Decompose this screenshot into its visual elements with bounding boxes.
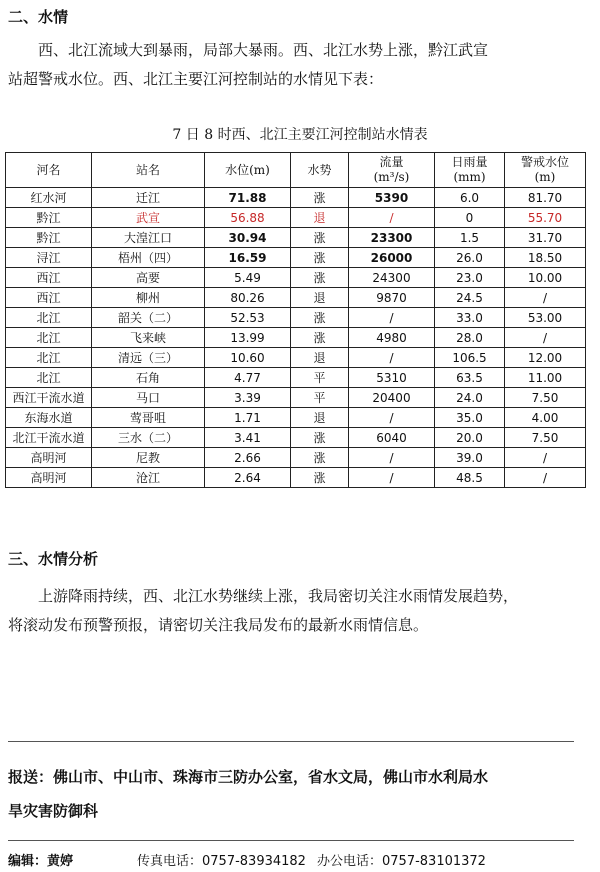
col-header-warn-label: 警戒水位: [520, 155, 569, 169]
cell-station: 武宣: [92, 208, 205, 228]
cell-level: 4.77: [205, 368, 291, 388]
table-row: [6, 468, 586, 488]
table-row: [6, 368, 586, 388]
report-to-block: [8, 760, 583, 828]
cell-rain: 28.0: [435, 328, 505, 348]
office-phone: 办公电话：0757-83101372: [317, 854, 486, 869]
cell-river: 黔江: [6, 208, 92, 228]
col-header-river: 河名: [6, 153, 92, 188]
cell-river: 高明河: [6, 468, 92, 488]
water-situation-paragraph: [8, 36, 583, 94]
cell-river: 北江: [6, 328, 92, 348]
cell-rain: 63.5: [435, 368, 505, 388]
cell-trend: 涨: [291, 248, 349, 268]
cell-station: 三水（二）: [92, 428, 205, 448]
table-row: [6, 348, 586, 368]
cell-rain: 35.0: [435, 408, 505, 428]
cell-river: 高明河: [6, 448, 92, 468]
cell-rain: 20.0: [435, 428, 505, 448]
cell-level: 2.64: [205, 468, 291, 488]
cell-warn: /: [505, 288, 586, 308]
cell-warn: 7.50: [505, 428, 586, 448]
divider-line: [8, 741, 574, 742]
cell-river: 红水河: [6, 188, 92, 208]
cell-trend: 退: [291, 208, 349, 228]
cell-level: 71.88: [205, 188, 291, 208]
cell-rain: 23.0: [435, 268, 505, 288]
cell-station: 飞来峡: [92, 328, 205, 348]
cell-level: 2.66: [205, 448, 291, 468]
cell-warn: 11.00: [505, 368, 586, 388]
cell-flow: 5390: [349, 188, 435, 208]
water-situation-table: [5, 152, 586, 488]
cell-warn: 12.00: [505, 348, 586, 368]
table-row: [6, 308, 586, 328]
cell-trend: 平: [291, 388, 349, 408]
cell-river: 北江: [6, 368, 92, 388]
cell-station: 沧江: [92, 468, 205, 488]
col-header-flow-label: 流量: [379, 155, 404, 169]
editor: 编辑：黄婷: [8, 854, 74, 869]
cell-river: 北江: [6, 348, 92, 368]
col-header-rain: [435, 153, 505, 188]
para-line: 上游降雨持续，西、北江水势继续上涨，我局密切关注水雨情发展趋势，: [38, 587, 519, 605]
cell-warn: 7.50: [505, 388, 586, 408]
cell-level: 3.39: [205, 388, 291, 408]
cell-trend: 涨: [291, 468, 349, 488]
table-row: [6, 288, 586, 308]
cell-rain: 26.0: [435, 248, 505, 268]
cell-station: 梧州（四）: [92, 248, 205, 268]
cell-level: 52.53: [205, 308, 291, 328]
cell-station: 韶关（二）: [92, 308, 205, 328]
cell-rain: 1.5: [435, 228, 505, 248]
table-row: [6, 328, 586, 348]
col-header-flow-unit: (m³/s): [373, 170, 410, 184]
cell-rain: 0: [435, 208, 505, 228]
cell-station: 尼教: [92, 448, 205, 468]
fax-phone: 传真电话：0757-83934182: [137, 854, 306, 869]
cell-rain: 106.5: [435, 348, 505, 368]
cell-trend: 涨: [291, 328, 349, 348]
cell-level: 80.26: [205, 288, 291, 308]
cell-flow: 4980: [349, 328, 435, 348]
table-row: [6, 408, 586, 428]
cell-flow: 20400: [349, 388, 435, 408]
table-header-row: [6, 153, 586, 188]
cell-warn: 53.00: [505, 308, 586, 328]
cell-flow: /: [349, 308, 435, 328]
col-header-warn-unit: (m): [534, 170, 556, 184]
cell-level: 5.49: [205, 268, 291, 288]
cell-trend: 涨: [291, 428, 349, 448]
cell-level: 10.60: [205, 348, 291, 368]
table-row: [6, 448, 586, 468]
cell-station: 大湟江口: [92, 228, 205, 248]
cell-station: 莺哥咀: [92, 408, 205, 428]
cell-warn: /: [505, 328, 586, 348]
cell-trend: 涨: [291, 188, 349, 208]
cell-trend: 涨: [291, 268, 349, 288]
cell-warn: 55.70: [505, 208, 586, 228]
cell-level: 56.88: [205, 208, 291, 228]
cell-trend: 平: [291, 368, 349, 388]
cell-flow: 5310: [349, 368, 435, 388]
col-header-station: 站名: [92, 153, 205, 188]
col-header-warn: [505, 153, 586, 188]
cell-station: 石角: [92, 368, 205, 388]
cell-trend: 退: [291, 348, 349, 368]
cell-trend: 退: [291, 408, 349, 428]
cell-flow: /: [349, 448, 435, 468]
cell-river: 东海水道: [6, 408, 92, 428]
para-line: 站超警戒水位。西、北江主要江河控制站的水情见下表：: [8, 70, 384, 88]
cell-flow: /: [349, 348, 435, 368]
cell-level: 16.59: [205, 248, 291, 268]
cell-river: 西江干流水道: [6, 388, 92, 408]
cell-flow: 26000: [349, 248, 435, 268]
cell-warn: 18.50: [505, 248, 586, 268]
cell-warn: 10.00: [505, 268, 586, 288]
cell-flow: 23300: [349, 228, 435, 248]
cell-trend: 涨: [291, 308, 349, 328]
cell-warn: 81.70: [505, 188, 586, 208]
cell-flow: /: [349, 408, 435, 428]
cell-flow: /: [349, 468, 435, 488]
cell-station: 柳州: [92, 288, 205, 308]
table-row: [6, 248, 586, 268]
section-heading-analysis: 三、水情分析: [8, 550, 99, 568]
cell-trend: 涨: [291, 228, 349, 248]
cell-trend: 涨: [291, 448, 349, 468]
cell-level: 30.94: [205, 228, 291, 248]
table-caption: 7 日 8 时西、北江主要江河控制站水情表: [172, 127, 428, 143]
cell-station: 高要: [92, 268, 205, 288]
table-row: [6, 188, 586, 208]
cell-warn: 4.00: [505, 408, 586, 428]
col-header-rain-unit: (mm): [453, 170, 486, 184]
cell-flow: /: [349, 208, 435, 228]
cell-flow: 6040: [349, 428, 435, 448]
analysis-paragraph: [8, 582, 583, 640]
cell-rain: 24.5: [435, 288, 505, 308]
cell-river: 西江: [6, 288, 92, 308]
cell-warn: 31.70: [505, 228, 586, 248]
cell-station: 清远（三）: [92, 348, 205, 368]
cell-flow: 24300: [349, 268, 435, 288]
para-line: 将滚动发布预警预报，请密切关注我局发布的最新水雨情信息。: [8, 616, 429, 634]
table-row: [6, 388, 586, 408]
cell-rain: 39.0: [435, 448, 505, 468]
cell-level: 1.71: [205, 408, 291, 428]
section-heading-water-situation: 二、水情: [8, 8, 69, 26]
cell-river: 北江: [6, 308, 92, 328]
cell-river: 黔江: [6, 228, 92, 248]
report-line: 报送：佛山市、中山市、珠海市三防办公室，省水文局，佛山市水利局水: [8, 768, 489, 786]
table-row: [6, 268, 586, 288]
table-row: [6, 428, 586, 448]
cell-station: 马口: [92, 388, 205, 408]
cell-warn: /: [505, 448, 586, 468]
col-header-trend: 水势: [291, 153, 349, 188]
para-line: 西、北江流域大到暴雨，局部大暴雨。西、北江水势上涨，黔江武宣: [38, 41, 489, 59]
cell-rain: 33.0: [435, 308, 505, 328]
cell-level: 3.41: [205, 428, 291, 448]
cell-trend: 退: [291, 288, 349, 308]
cell-rain: 6.0: [435, 188, 505, 208]
table-row-alert: [6, 208, 586, 228]
cell-warn: /: [505, 468, 586, 488]
report-line: 旱灾害防御科: [8, 802, 99, 820]
col-header-level: 水位(m): [205, 153, 291, 188]
cell-station: 迁江: [92, 188, 205, 208]
cell-flow: 9870: [349, 288, 435, 308]
col-header-rain-label: 日雨量: [451, 155, 488, 169]
cell-river: 北江干流水道: [6, 428, 92, 448]
cell-river: 西江: [6, 268, 92, 288]
cell-level: 13.99: [205, 328, 291, 348]
cell-rain: 24.0: [435, 388, 505, 408]
table-row: [6, 228, 586, 248]
cell-river: 浔江: [6, 248, 92, 268]
cell-rain: 48.5: [435, 468, 505, 488]
col-header-flow: [349, 153, 435, 188]
divider-line: [8, 840, 574, 841]
